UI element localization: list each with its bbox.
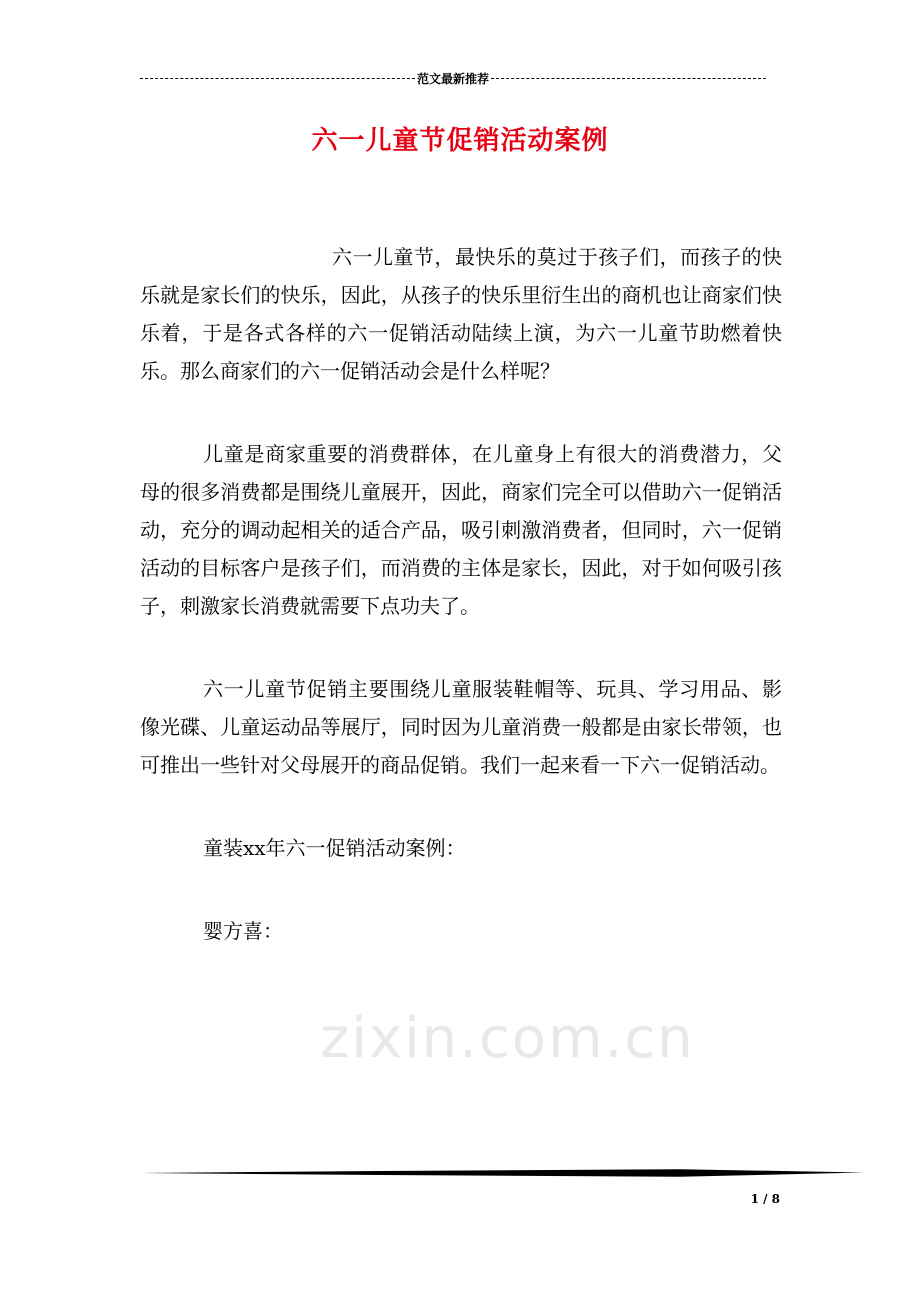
footer-rule bbox=[140, 1168, 864, 1178]
paragraph-consumers: 儿童是商家重要的消费群体，在儿童身上有很大的消费潜力，父母的很多消费都是围绕儿童展开，因此，商家们完全可以借助六一促销活动，充分的调动起相关的适合产品，吸引刺激消费者，但同时，六一促销活动的目标客户是孩子们，而消费的主体是家长，因此，对于如何吸引孩子，刺激家长消费就需要下点功夫了。 bbox=[140, 442, 782, 618]
page-number: 1 / 8 bbox=[750, 1192, 780, 1206]
document-title: 六一儿童节促销活动案例 bbox=[311, 126, 609, 156]
paragraph-case-heading: 童装xx年六一促销活动案例： bbox=[203, 836, 466, 860]
watermark: zixin.com.cn bbox=[320, 1006, 695, 1071]
paragraph-promotion-scope: 六一儿童节促销主要围绕儿童服装鞋帽等、玩具、学习用品、影像光碟、儿童运动品等展厅，同时因为儿童消费一般都是由家长带领，也可推出一些针对父母展开的商品促销。我们一起来看一下六一促销活动。 bbox=[140, 677, 782, 777]
paragraph-intro: 六一儿童节，最快乐的莫过于孩子们，而孩子的快乐就是家长们的快乐，因此，从孩子的快乐里衍生出的商机也让商家们快乐着，于是各式各样的六一促销活动陆续上演，为六一儿童节助燃着快乐。那么商家们的六一促销活动会是什么样呢？ bbox=[140, 245, 782, 383]
header-dash-left bbox=[140, 78, 415, 79]
paragraph-brand-name: 婴方喜： bbox=[203, 919, 283, 943]
document-body bbox=[140, 238, 782, 950]
page-header bbox=[140, 68, 766, 88]
header-label: 范文最新推荐 bbox=[417, 71, 490, 86]
header-dash-right bbox=[491, 78, 766, 79]
